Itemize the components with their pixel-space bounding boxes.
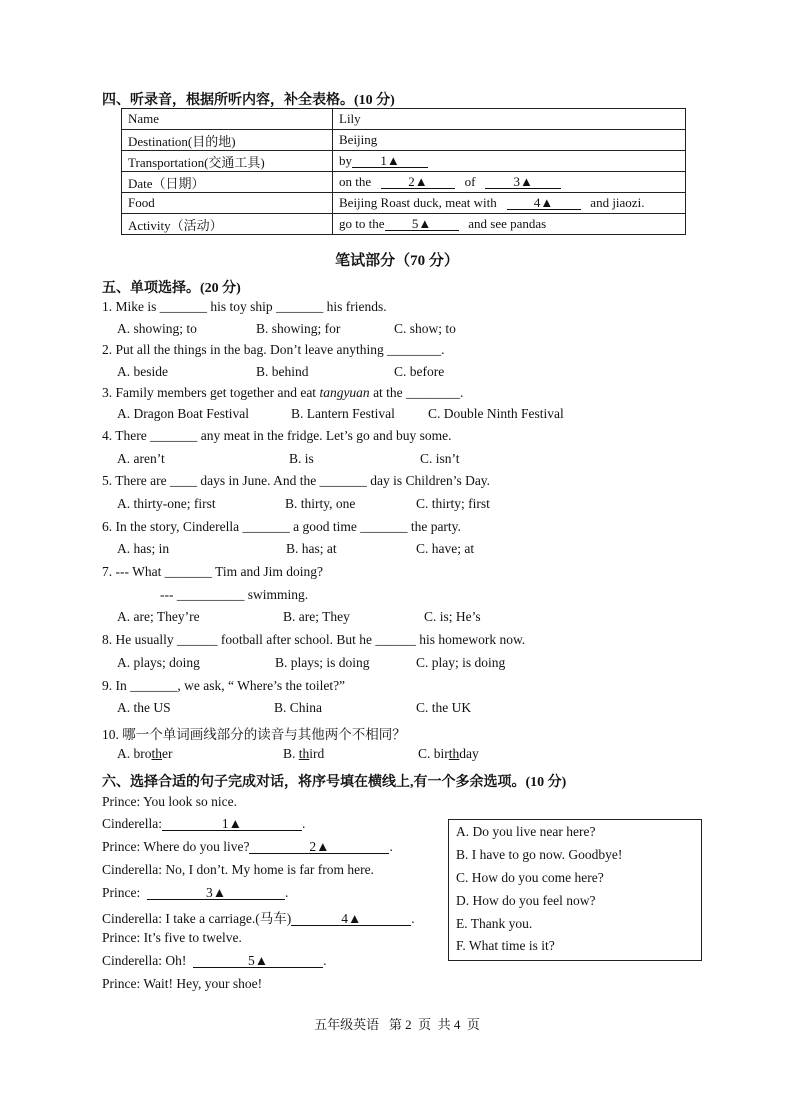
q9-option-b[interactable]: B. China	[274, 700, 323, 715]
written-section-title: 笔试部分（70 分）	[335, 253, 459, 269]
dialogue-line-3	[102, 839, 393, 855]
underlined-letters: th	[448, 746, 460, 761]
q3-text: 3. Family members get together and eat	[102, 385, 320, 400]
listening-table	[121, 108, 686, 235]
q1-option-a[interactable]: A. showing; to	[117, 321, 197, 336]
q2-option-b[interactable]: B. behind	[256, 364, 309, 379]
speaker-text: Cinderella: I take a carriage.(马车)	[102, 911, 292, 926]
dialogue-line-1: Prince: You look so nice.	[102, 794, 237, 809]
q6-option-a[interactable]: A. has; in	[117, 541, 170, 556]
q5-option-c[interactable]: C. thirty; first	[416, 496, 490, 511]
question-6: 6. In the story, Cinderella _______ a good time _______ the party.	[102, 519, 461, 534]
option-c[interactable]: C. How do you come here?	[456, 870, 604, 885]
q3-text-end: at the ________.	[369, 385, 464, 400]
mc-heading: 五、单项选择。(20 分)	[102, 281, 241, 296]
question-4: 4. There _______ any meat in the fridge. Let’s go and buy some.	[102, 428, 452, 443]
page-footer: 五年级英语 第 2 页 共 4 页	[314, 1017, 480, 1032]
q1-option-c[interactable]: C. show; to	[394, 321, 456, 336]
dialogue-line-5	[102, 885, 288, 901]
table-row	[122, 109, 686, 130]
q10-option-c[interactable]	[418, 746, 479, 762]
row-label: Food	[122, 193, 333, 214]
value-text: Beijing Roast duck, meat with	[339, 195, 497, 210]
q8-option-c[interactable]: C. play; is doing	[416, 655, 506, 670]
underlined-letters: th	[151, 746, 163, 761]
value-text: of	[464, 174, 476, 189]
q3-option-b[interactable]: B. Lantern Festival	[291, 406, 395, 421]
q2-option-a[interactable]: A. beside	[117, 364, 168, 379]
q8-option-b[interactable]: B. plays; is doing	[275, 655, 370, 670]
value-text: and jiaozi.	[590, 195, 645, 210]
q10-option-b[interactable]	[283, 746, 324, 762]
q5-option-b[interactable]: B. thirty, one	[285, 496, 356, 511]
option-text: B.	[283, 746, 299, 761]
punctuation: .	[389, 839, 393, 854]
dialogue-line-6	[102, 907, 415, 927]
q10-option-a[interactable]	[117, 746, 173, 762]
row-label: Transportation(交通工具)	[122, 151, 333, 172]
listening-heading: 四、听录音，根据所听内容，补全表格。(10 分)	[102, 93, 395, 108]
question-10: 10. 哪一个单词画线部分的读音与其他两个不相同？	[102, 727, 406, 742]
option-f[interactable]: F. What time is it?	[456, 938, 555, 953]
value-text: go to the	[339, 216, 385, 231]
table-row	[122, 130, 686, 151]
dialogue-line-7: Prince: It’s five to twelve.	[102, 930, 242, 945]
row-value	[333, 151, 686, 172]
question-5: 5. There are ____ days in June. And the _______ day is Children’s Day.	[102, 473, 491, 488]
dialogue-blank-2[interactable]: 2▲	[249, 840, 389, 854]
options-box	[448, 819, 702, 961]
row-value	[333, 214, 686, 235]
dialogue-heading: 六、选择合适的句子完成对话，将序号填在横线上,有一个多余选项。(10 分)	[102, 775, 567, 790]
q3-option-a[interactable]: A. Dragon Boat Festival	[117, 406, 249, 421]
value-text: and see pandas	[468, 216, 547, 231]
q3-italic-word: tangyuan	[319, 385, 370, 400]
q4-option-b[interactable]: B. is	[289, 451, 314, 466]
q7-option-b[interactable]: B. are; They	[283, 609, 350, 624]
value-text: by	[339, 153, 352, 168]
row-label: Name	[122, 109, 333, 130]
q9-option-c[interactable]: C. the UK	[416, 700, 472, 715]
answer-blank-5[interactable]: 5▲	[385, 217, 459, 231]
q2-option-c[interactable]: C. before	[394, 364, 445, 379]
row-value	[333, 109, 686, 130]
dialogue-blank-3[interactable]: 3▲	[147, 886, 285, 900]
dialogue-blank-5[interactable]: 5▲	[193, 954, 323, 968]
question-9: 9. In _______, we ask, “ Where’s the toilet?”	[102, 678, 346, 693]
question-8: 8. He usually ______ football after school. But he ______ his homework now.	[102, 632, 526, 647]
punctuation: .	[285, 885, 289, 900]
question-1: 1. Mike is _______ his toy ship _______ his friends.	[102, 299, 387, 314]
dialogue-blank-4[interactable]: 4▲	[291, 912, 411, 926]
row-label: Destination(目的地)	[122, 130, 333, 151]
q8-option-a[interactable]: A. plays; doing	[117, 655, 200, 670]
answer-blank-2[interactable]: 2▲	[381, 175, 455, 189]
option-text: A. bro	[117, 746, 152, 761]
table-row	[122, 151, 686, 172]
row-value	[333, 130, 686, 151]
option-b[interactable]: B. I have to go now. Goodbye!	[456, 847, 623, 862]
option-text: day	[459, 746, 479, 761]
speaker-text: Prince:	[102, 885, 141, 900]
q4-option-a[interactable]: A. aren’t	[117, 451, 165, 466]
option-text: er	[162, 746, 173, 761]
punctuation: .	[323, 953, 327, 968]
question-7-reply: --- __________ swimming.	[160, 587, 309, 602]
question-2: 2. Put all the things in the bag. Don’t leave anything ________.	[102, 342, 445, 357]
q3-option-c[interactable]: C. Double Ninth Festival	[428, 406, 564, 421]
q6-option-c[interactable]: C. have; at	[416, 541, 475, 556]
answer-blank-3[interactable]: 3▲	[485, 175, 561, 189]
q1-option-b[interactable]: B. showing; for	[256, 321, 341, 336]
table-row	[122, 214, 686, 235]
q6-option-b[interactable]: B. has; at	[286, 541, 337, 556]
q7-option-c[interactable]: C. is; He’s	[424, 609, 481, 624]
q9-option-a[interactable]: A. the US	[117, 700, 171, 715]
row-label: Activity（活动）	[122, 214, 333, 235]
answer-blank-1[interactable]: 1▲	[352, 154, 428, 168]
punctuation: .	[411, 911, 415, 926]
speaker-text: Cinderella:	[102, 816, 162, 831]
dialogue-line-4: Cinderella: No, I don’t. My home is far from here.	[102, 862, 374, 877]
option-d[interactable]: D. How do you feel now?	[456, 893, 596, 908]
q5-option-a[interactable]: A. thirty-one; first	[117, 496, 216, 511]
q4-option-c[interactable]: C. isn’t	[420, 451, 460, 466]
answer-blank-4[interactable]: 4▲	[507, 196, 581, 210]
table-row	[122, 193, 686, 214]
value-text: Beijing	[339, 132, 378, 147]
dialogue-line-9: Prince: Wait! Hey, your shoe!	[102, 976, 263, 991]
value-text: on the	[339, 174, 372, 189]
speaker-text: Prince: Where do you live?	[102, 839, 250, 854]
row-value	[333, 193, 686, 214]
punctuation: .	[301, 816, 306, 831]
option-text: ird	[309, 746, 325, 761]
row-label: Date（日期）	[122, 172, 333, 193]
speaker-text: Cinderella: Oh!	[102, 953, 187, 968]
table-row	[122, 172, 686, 193]
option-a[interactable]: A. Do you live near here?	[456, 824, 596, 839]
row-value	[333, 172, 686, 193]
q7-option-a[interactable]: A. are; They’re	[117, 609, 200, 624]
dialogue-blank-1[interactable]: 1▲	[162, 817, 302, 831]
value-text: Lily	[339, 111, 361, 126]
option-e[interactable]: E. Thank you.	[456, 916, 533, 931]
option-text: C. bir	[418, 746, 449, 761]
underlined-letters: th	[298, 746, 310, 761]
dialogue-line-2	[102, 816, 305, 832]
question-3	[102, 385, 463, 401]
dialogue-line-8	[102, 953, 326, 969]
question-7: 7. --- What _______ Tim and Jim doing?	[102, 564, 323, 579]
